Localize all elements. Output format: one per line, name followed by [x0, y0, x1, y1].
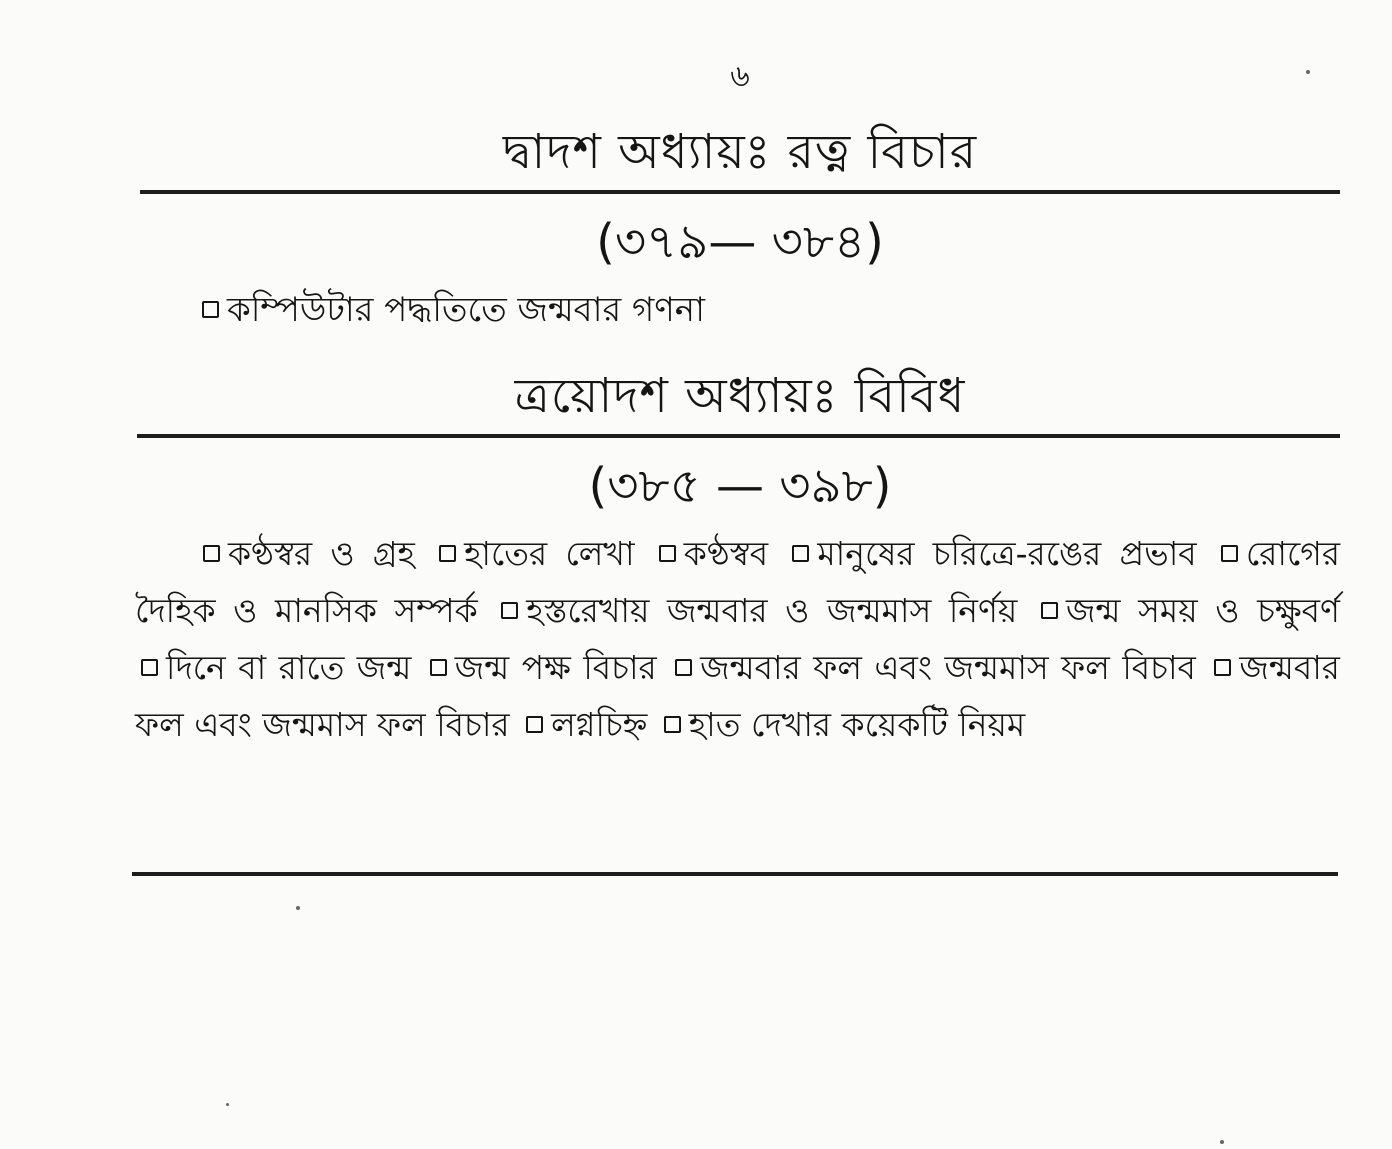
topic-label: রোগের দৈহিক ও মানসিক সম্পর্ক [135, 534, 1340, 630]
topic-label: জন্মবার ফল এবং জন্মমাস ফল বিচার [135, 648, 1340, 744]
chapter-12-divider [140, 190, 1340, 194]
chapter-13-title: ত্রয়োদশ অধ্যায়ঃ বিবিধ [514, 368, 966, 424]
checkbox-icon [1214, 659, 1231, 676]
topic-item [433, 534, 634, 573]
page-number: ৬ [730, 59, 750, 94]
topic-label: লগ্নচিহ্ন [551, 705, 648, 744]
topic-item [197, 534, 415, 573]
checkbox-icon [501, 602, 518, 619]
checkbox-icon [675, 659, 692, 676]
topic-label: কণ্ঠস্বব [683, 534, 769, 573]
topic-label: জন্ম সময় ও চক্ষুবর্ণ [1065, 591, 1340, 630]
checkbox-icon [439, 545, 456, 562]
chapter-12-title: দ্বাদশ অধ্যায়ঃ রত্ন বিচার [502, 124, 978, 180]
topic-item [653, 534, 768, 573]
chapter-13-page-range: (৩৮৫ — ৩৯৮) [588, 458, 892, 514]
checkbox-icon [526, 716, 543, 733]
topic-item [520, 705, 647, 744]
checkbox-icon [1041, 602, 1058, 619]
topic-label: মানুষের চরিত্রে-রঙের প্রভাব [817, 534, 1197, 573]
topic-label: কণ্ঠস্বর ও গ্রহ [228, 534, 415, 573]
print-speck [1220, 1140, 1224, 1144]
checkbox-icon [659, 545, 676, 562]
topic-item [669, 648, 1196, 687]
topic-item [196, 290, 705, 330]
print-speck [296, 906, 300, 910]
checkbox-icon [664, 716, 681, 733]
topic-item [495, 591, 1017, 630]
topic-label: হাত দেখার কয়েকটি নিয়ম [688, 705, 1026, 744]
chapter-13-divider [137, 434, 1340, 438]
topic-item [1035, 591, 1340, 630]
checkbox-icon [202, 301, 219, 318]
topic-label: জন্ম পক্ষ বিচার [454, 648, 657, 687]
checkbox-icon [1221, 545, 1238, 562]
topic-label: জন্মবার ফল এবং জন্মমাস ফল বিচাব [700, 648, 1196, 687]
topic-item [135, 648, 411, 687]
topic-label: কম্পিউটার পদ্ধতিতে জন্মবার গণনা [227, 290, 705, 330]
checkbox-icon [792, 545, 809, 562]
topic-item [424, 648, 657, 687]
chapter-13-topic-list [135, 525, 1340, 753]
topic-label: হস্তরেখায় জন্মবার ও জন্মমাস নির্ণয় [526, 591, 1018, 630]
print-speck [1306, 70, 1310, 74]
topic-label: হাতের লেখা [464, 534, 635, 573]
end-divider [132, 872, 1338, 876]
chapter-12-page-range: (৩৭৯— ৩৮৪) [596, 214, 884, 270]
topic-item [786, 534, 1196, 573]
checkbox-icon [141, 659, 158, 676]
checkbox-icon [430, 659, 447, 676]
topic-item [658, 705, 1025, 744]
print-speck [226, 1103, 229, 1106]
checkbox-icon [203, 545, 220, 562]
chapter-12-topic-list [196, 288, 705, 332]
topic-label: দিনে বা রাতে জন্ম [166, 648, 412, 687]
